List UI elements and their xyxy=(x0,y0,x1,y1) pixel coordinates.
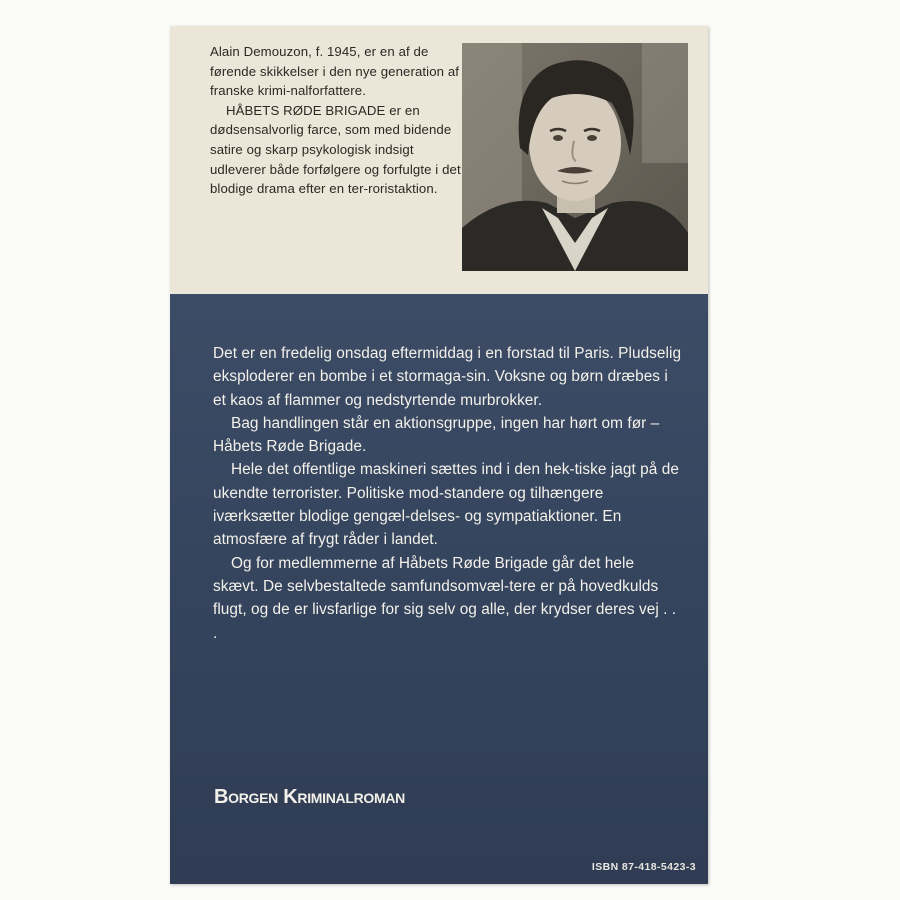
author-bio xyxy=(210,42,470,199)
author-panel xyxy=(170,26,708,294)
isbn: ISBN 87-418-5423-3 xyxy=(591,861,696,873)
blurb-paragraph: Det er en fredelig onsdag eftermiddag i en forstad til Paris. Pludselig eksploderer en bombe i et stormaga-sin. Voksne og børn dræbes i et kaos af flammer og nedstyrtende murbrokker. xyxy=(213,345,682,409)
series-logo: Borgen Kriminalroman xyxy=(214,786,405,808)
blurb-paragraph: Bag handlingen står en aktionsgruppe, ingen har hørt om før – Håbets Røde Brigade. xyxy=(213,414,660,456)
author-photo xyxy=(462,43,688,271)
bio-paragraph: HÅBETS RØDE BRIGADE er en dødsensalvorlig farce, som med bidende satire og skarp psykologisk indsigt udleverer både forfølgere og forfulgte i det blodige drama efter en ter-roristaktion. xyxy=(210,102,461,197)
author-portrait-icon xyxy=(462,43,688,271)
blurb-paragraph: Og for medlemmerne af Håbets Røde Brigade går det hele skævt. De selvbestaltede samfundsomvæl-tere er på hovedkulds flugt, og de er livsfarlige for sig selv og alle, der krydser deres vej . . . xyxy=(213,554,677,642)
bio-paragraph: Alain Demouzon, f. 1945, er en af de førende skikkelser i den nye generation af franske krimi-nalforfattere. xyxy=(210,44,460,99)
blurb-text xyxy=(213,342,683,645)
blurb-paragraph: Hele det offentlige maskineri sættes ind i den hek-tiske jagt på de ukendte terrorister. Politiske mod-standere og tilhængere iværksætter blodige gengæl-delses- og sympatiaktioner. En atmosfære af frygt råder i landet. xyxy=(213,461,679,549)
book-back-cover xyxy=(170,26,708,884)
description-panel xyxy=(170,294,708,884)
